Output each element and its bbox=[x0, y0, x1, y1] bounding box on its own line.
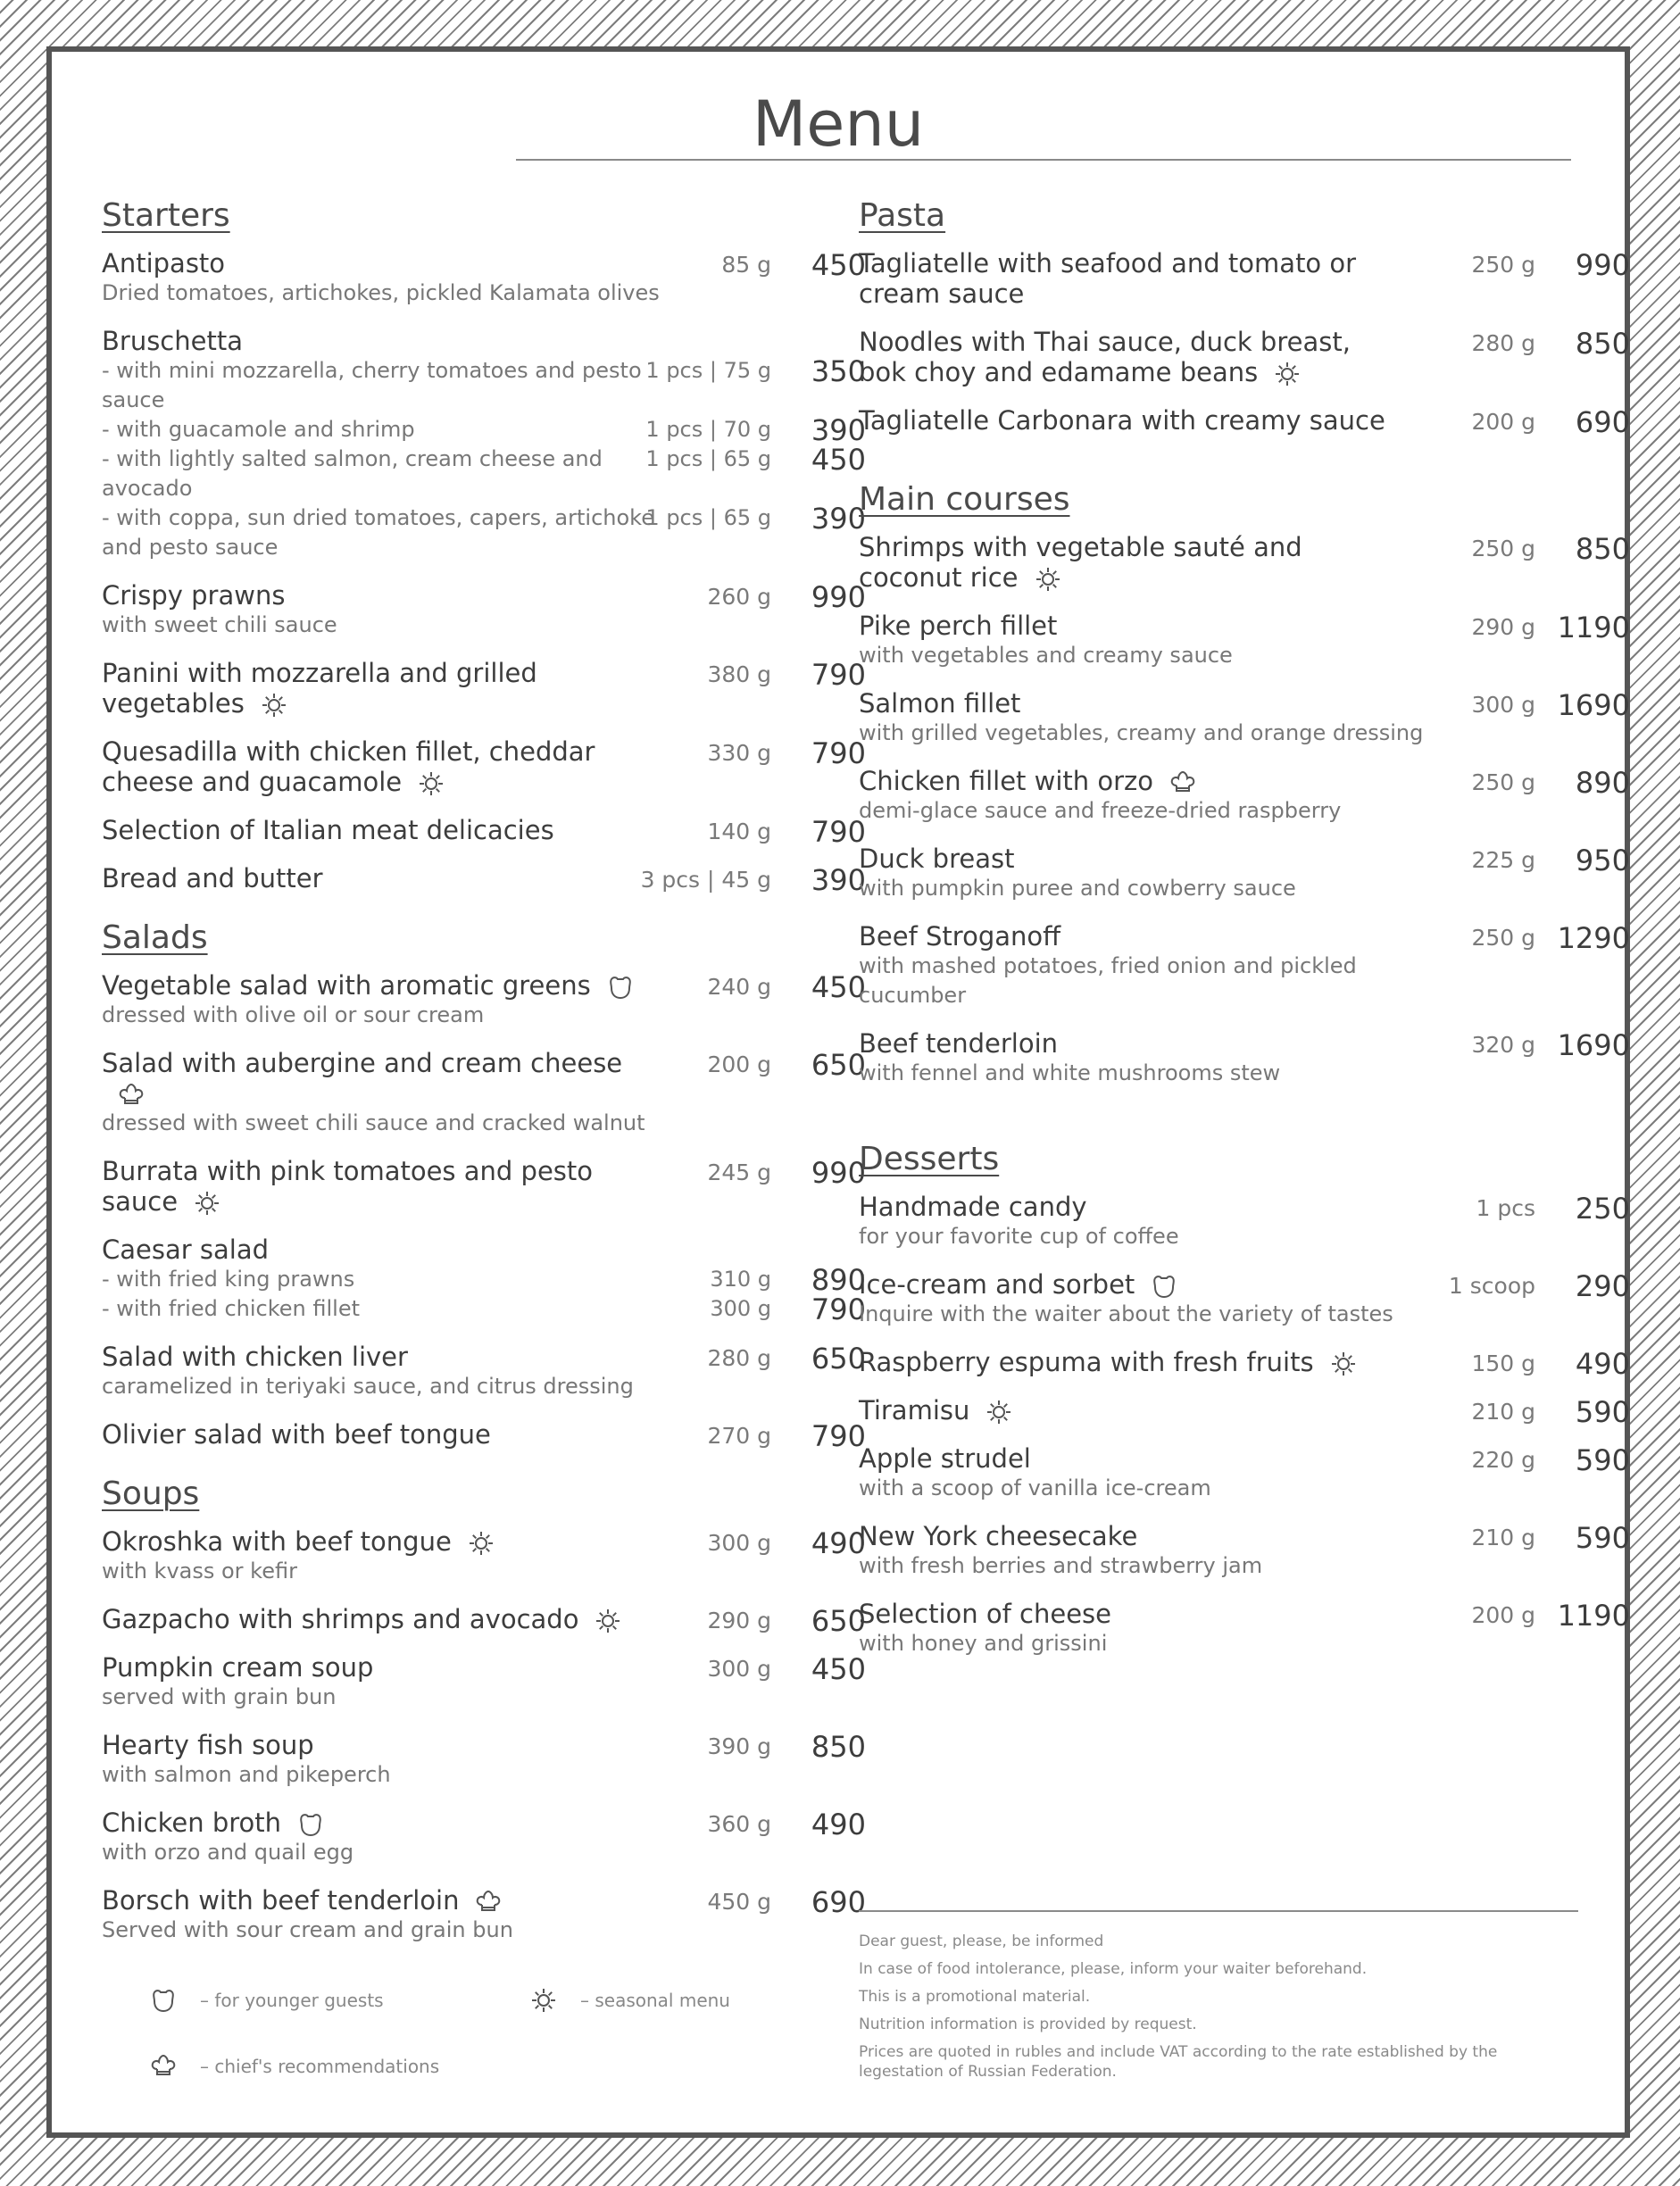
menu-item bbox=[102, 658, 866, 719]
item-name-text: Vegetable salad with aromatic greens bbox=[102, 970, 591, 1001]
item-weight: 260 g bbox=[707, 584, 771, 610]
item-description: demi-glace sauce and freeze-dried raspberry bbox=[859, 798, 1342, 823]
item-weight: 380 g bbox=[707, 661, 771, 687]
item-name-text: Salad with chicken liver bbox=[102, 1342, 408, 1372]
item-description: caramelized in teriyaki sauce, and citrus dressing bbox=[102, 1374, 634, 1399]
item-weight: 1 scoop bbox=[1448, 1273, 1535, 1299]
chef-hat-icon bbox=[475, 1889, 502, 1916]
item-price: 590 bbox=[1575, 1395, 1630, 1429]
chef-hat-icon bbox=[1169, 769, 1196, 796]
item-name-text: Pumpkin cream soup bbox=[102, 1652, 374, 1683]
menu-item bbox=[102, 1342, 866, 1401]
menu-item bbox=[102, 1156, 866, 1217]
item-weight: 200 g bbox=[1471, 1602, 1535, 1628]
section-pasta bbox=[859, 195, 1630, 439]
item-price: 390 bbox=[811, 863, 866, 897]
item-weight: 210 g bbox=[1471, 1525, 1535, 1550]
menu-item bbox=[102, 736, 866, 797]
item-name-text: Beef Stroganoff bbox=[859, 921, 1061, 952]
menu-item bbox=[859, 921, 1630, 1010]
menu-item bbox=[859, 1192, 1630, 1251]
item-name-text: Salad with aubergine and cream cheese bbox=[102, 1048, 623, 1078]
section-salads bbox=[102, 917, 866, 1453]
item-weight: 450 g bbox=[707, 1889, 771, 1915]
menu-item bbox=[859, 327, 1630, 387]
item-weight: 210 g bbox=[1471, 1399, 1535, 1425]
section-title: Starters bbox=[102, 197, 230, 234]
item-price: 650 bbox=[811, 1604, 866, 1638]
item-price: 450 bbox=[811, 248, 866, 282]
item-weight: 85 g bbox=[721, 252, 771, 278]
bear-icon bbox=[1151, 1273, 1177, 1300]
item-price: 790 bbox=[811, 736, 866, 770]
menu-item bbox=[859, 766, 1630, 826]
item-description: with grilled vegetables, creamy and orange dressing bbox=[859, 720, 1424, 745]
item-name-text: Chicken broth bbox=[102, 1808, 282, 1838]
variant-description: - with lightly salted salmon, cream cheese and avocado bbox=[102, 446, 603, 501]
menu-item bbox=[102, 1808, 866, 1867]
sun-icon bbox=[194, 1190, 220, 1217]
icon-legend bbox=[102, 1971, 869, 2105]
menu-item bbox=[859, 1028, 1630, 1088]
item-weight: 330 g bbox=[707, 740, 771, 766]
item-weight: 280 g bbox=[707, 1345, 771, 1371]
item-price: 1190 bbox=[1557, 611, 1630, 644]
menu-item bbox=[102, 248, 866, 308]
menu-item bbox=[102, 1048, 866, 1138]
menu-item bbox=[102, 1419, 866, 1453]
item-name-text: Tiramisu bbox=[859, 1395, 970, 1425]
item-weight: 250 g bbox=[1471, 536, 1535, 561]
menu-item bbox=[102, 1730, 866, 1790]
menu-item bbox=[102, 1604, 866, 1638]
item-variant bbox=[102, 356, 866, 415]
chef-hat-icon bbox=[150, 2053, 177, 2080]
item-name-text: Handmade candy bbox=[859, 1192, 1087, 1222]
item-name-text: Raspberry espuma with fresh fruits bbox=[859, 1347, 1314, 1377]
section-title: Soups bbox=[102, 1475, 200, 1512]
item-description: Served with sour cream and grain bun bbox=[102, 1917, 513, 1942]
item-description: with pumpkin puree and cowberry sauce bbox=[859, 876, 1296, 901]
variant-description: - with mini mozzarella, cherry tomatoes and pesto sauce bbox=[102, 358, 642, 412]
item-name-text: Tagliatelle Carbonara with creamy sauce bbox=[859, 405, 1385, 436]
item-name-text: Hearty fish soup bbox=[102, 1730, 314, 1760]
variant-weight: 300 g bbox=[710, 1296, 771, 1321]
item-name-text: Pike perch fillet bbox=[859, 611, 1058, 641]
item-weight: 300 g bbox=[707, 1530, 771, 1556]
item-description: with honey and grissini bbox=[859, 1631, 1108, 1656]
item-description: with mashed potatoes, fried onion and pickled cucumber bbox=[859, 953, 1357, 1008]
item-weight: 1 pcs bbox=[1476, 1195, 1535, 1221]
item-weight: 245 g bbox=[707, 1159, 771, 1185]
item-name-text: Panini with mozzarella and grilled vegetables bbox=[102, 658, 537, 719]
menu-item bbox=[102, 1652, 866, 1712]
bear-icon bbox=[150, 1987, 177, 2014]
menu-item bbox=[102, 1234, 866, 1324]
item-weight: 220 g bbox=[1471, 1447, 1535, 1473]
note-line: This is a promotional material. bbox=[859, 1988, 1091, 2006]
note-line: Nutrition information is provided by request. bbox=[859, 2016, 1197, 2033]
item-price: 990 bbox=[1575, 248, 1630, 282]
item-weight: 240 g bbox=[707, 974, 771, 1000]
item-weight: 250 g bbox=[1471, 925, 1535, 951]
item-weight: 200 g bbox=[707, 1051, 771, 1077]
item-price: 850 bbox=[1575, 532, 1630, 566]
item-description: with sweet chili sauce bbox=[102, 612, 337, 637]
menu-item bbox=[102, 1885, 866, 1945]
sun-icon bbox=[595, 1608, 621, 1634]
item-name-text: Tagliatelle with seafood and tomato or cream sauce bbox=[859, 248, 1357, 309]
sun-icon bbox=[1035, 566, 1061, 593]
item-price: 590 bbox=[1575, 1443, 1630, 1477]
legend-seasonal-label: – seasonal menu bbox=[580, 1990, 730, 2011]
item-description: served with grain bun bbox=[102, 1684, 337, 1709]
menu-item bbox=[102, 1526, 866, 1586]
item-name-text: Noodles with Thai sauce, duck breast, bok choy and edamame beans bbox=[859, 327, 1351, 387]
variant-weight: 1 pcs | 70 g bbox=[645, 417, 771, 442]
item-weight: 270 g bbox=[707, 1423, 771, 1449]
item-description: dressed with sweet chili sauce and cracked walnut bbox=[102, 1110, 645, 1135]
menu-item bbox=[102, 815, 866, 849]
menu-item bbox=[859, 1347, 1630, 1381]
item-price: 1690 bbox=[1557, 688, 1630, 722]
item-weight: 200 g bbox=[1471, 409, 1535, 435]
variant-weight: 1 pcs | 75 g bbox=[645, 358, 771, 383]
menu-item bbox=[102, 970, 866, 1030]
item-variant bbox=[102, 445, 866, 503]
menu-item bbox=[102, 863, 866, 897]
sun-icon bbox=[1274, 361, 1301, 387]
item-price: 490 bbox=[1575, 1347, 1630, 1381]
item-name bbox=[102, 1234, 866, 1265]
sun-icon bbox=[418, 770, 445, 797]
item-weight: 250 g bbox=[1471, 252, 1535, 278]
item-name-text: Shrimps with vegetable sauté and coconut rice bbox=[859, 532, 1302, 593]
note-line: Prices are quoted in rubles and include VAT according to the rate established by the legestation of Russian Federation. bbox=[859, 2043, 1498, 2081]
menu-item bbox=[859, 1269, 1630, 1329]
right-column bbox=[859, 195, 1630, 1694]
variant-price: 390 bbox=[811, 502, 866, 536]
item-weight: 290 g bbox=[707, 1608, 771, 1633]
note-line: Dear guest, please, be informed bbox=[859, 1932, 1104, 1950]
sun-icon bbox=[986, 1399, 1012, 1425]
item-price: 950 bbox=[1575, 844, 1630, 877]
item-description: Dried tomatoes, artichokes, pickled Kalamata olives bbox=[102, 280, 660, 305]
section-title: Salads bbox=[102, 919, 208, 956]
variant-description: - with fried king prawns bbox=[102, 1267, 355, 1292]
item-weight: 320 g bbox=[1471, 1032, 1535, 1058]
item-weight: 250 g bbox=[1471, 769, 1535, 795]
item-variant bbox=[102, 1294, 866, 1324]
item-name-text: Antipasto bbox=[102, 248, 226, 278]
item-price: 890 bbox=[1575, 766, 1630, 800]
title-divider bbox=[516, 159, 1571, 161]
item-weight: 290 g bbox=[1471, 614, 1535, 640]
item-description: with orzo and quail egg bbox=[102, 1840, 354, 1865]
section-main bbox=[859, 478, 1630, 1088]
item-name-text: Bruschetta bbox=[102, 326, 243, 356]
item-name-text: Beef tenderloin bbox=[859, 1028, 1059, 1059]
item-variant bbox=[102, 1263, 866, 1297]
menu-item bbox=[859, 1521, 1630, 1581]
left-column bbox=[102, 195, 866, 1968]
item-price: 850 bbox=[1575, 327, 1630, 361]
menu-item bbox=[859, 532, 1630, 593]
item-price: 690 bbox=[811, 1885, 866, 1919]
variant-price: 450 bbox=[811, 443, 866, 477]
item-description: with fresh berries and strawberry jam bbox=[859, 1553, 1263, 1578]
item-price: 650 bbox=[811, 1048, 866, 1082]
item-price: 1190 bbox=[1557, 1599, 1630, 1633]
item-price: 1290 bbox=[1557, 921, 1630, 955]
item-price: 990 bbox=[811, 580, 866, 614]
item-name-text: Salmon fillet bbox=[859, 688, 1021, 719]
item-weight: 300 g bbox=[707, 1656, 771, 1682]
item-name-text: Borsch with beef tenderloin bbox=[102, 1885, 460, 1916]
variant-price: 350 bbox=[811, 354, 866, 388]
item-description: dressed with olive oil or sour cream bbox=[102, 1002, 485, 1027]
item-name-text: Olivier salad with beef tongue bbox=[102, 1419, 491, 1450]
sun-icon bbox=[1330, 1351, 1357, 1377]
sun-icon bbox=[468, 1530, 495, 1557]
guest-notes bbox=[859, 1910, 1578, 2090]
variant-description: - with guacamole and shrimp bbox=[102, 417, 415, 442]
variant-weight: 310 g bbox=[710, 1267, 771, 1292]
item-name-text: Chicken fillet with orzo bbox=[859, 766, 1154, 796]
menu-item bbox=[859, 611, 1630, 670]
bear-icon bbox=[607, 974, 634, 1001]
item-weight: 3 pcs | 45 g bbox=[640, 867, 771, 893]
menu-item bbox=[859, 1395, 1630, 1429]
variant-price: 890 bbox=[811, 1263, 866, 1297]
section-title: Main courses bbox=[859, 481, 1070, 518]
item-price: 490 bbox=[811, 1808, 866, 1841]
item-weight: 300 g bbox=[1471, 692, 1535, 718]
item-weight: 280 g bbox=[1471, 330, 1535, 356]
legend-young-label: – for younger guests bbox=[200, 1990, 384, 2011]
item-weight: 360 g bbox=[707, 1811, 771, 1837]
section-title: Desserts bbox=[859, 1141, 1000, 1177]
legend-chef-label: – chief's recommendations bbox=[200, 2056, 440, 2077]
bear-icon bbox=[297, 1811, 324, 1838]
menu-item bbox=[102, 580, 866, 640]
item-price: 790 bbox=[811, 1419, 866, 1453]
item-name-text: Ice-cream and sorbet bbox=[859, 1269, 1135, 1300]
item-price: 850 bbox=[811, 1730, 866, 1764]
section-starters bbox=[102, 195, 866, 897]
item-weight: 140 g bbox=[707, 819, 771, 844]
item-price: 490 bbox=[811, 1526, 866, 1560]
item-description: with fennel and white mushrooms stew bbox=[859, 1060, 1281, 1085]
section-title: Pasta bbox=[859, 197, 946, 234]
item-price: 590 bbox=[1575, 1521, 1630, 1555]
menu-item bbox=[859, 1443, 1630, 1503]
page-title: Menu bbox=[752, 87, 925, 161]
item-name-text: Bread and butter bbox=[102, 863, 323, 894]
item-name-text: Okroshka with beef tongue bbox=[102, 1526, 452, 1557]
item-name-text: New York cheesecake bbox=[859, 1521, 1138, 1551]
menu-item bbox=[859, 1599, 1630, 1658]
item-price: 450 bbox=[811, 1652, 866, 1686]
variant-price: 390 bbox=[811, 413, 866, 447]
item-name-text: Selection of Italian meat delicacies bbox=[102, 815, 554, 845]
variant-weight: 1 pcs | 65 g bbox=[645, 446, 771, 471]
item-description: with salmon and pikeperch bbox=[102, 1762, 391, 1787]
item-weight: 390 g bbox=[707, 1733, 771, 1759]
item-description: for your favorite cup of coffee bbox=[859, 1224, 1179, 1249]
menu-item bbox=[859, 248, 1630, 309]
item-price: 650 bbox=[811, 1342, 866, 1376]
item-name-text: Duck breast bbox=[859, 844, 1015, 874]
item-name-text: Crispy prawns bbox=[102, 580, 286, 611]
item-name-text: Caesar salad bbox=[102, 1234, 269, 1265]
item-price: 790 bbox=[811, 658, 866, 692]
menu-page bbox=[46, 46, 1630, 2138]
section-soups bbox=[102, 1473, 866, 1945]
item-name-text: Quesadilla with chicken fillet, cheddar cheese and guacamole bbox=[102, 736, 595, 797]
item-name-text: Burrata with pink tomatoes and pesto sauce bbox=[102, 1156, 594, 1217]
menu-item bbox=[859, 844, 1630, 903]
item-description: with vegetables and creamy sauce bbox=[859, 643, 1233, 668]
item-weight: 150 g bbox=[1471, 1351, 1535, 1376]
item-description: with kvass or kefir bbox=[102, 1558, 297, 1583]
item-description: Inquire with the waiter about the variety of tastes bbox=[859, 1301, 1393, 1326]
item-price: 450 bbox=[811, 970, 866, 1004]
item-name-text: Gazpacho with shrimps and avocado bbox=[102, 1604, 579, 1634]
legend-seasonal bbox=[530, 1987, 730, 2014]
chef-hat-icon bbox=[118, 1082, 145, 1109]
menu-item bbox=[102, 326, 866, 562]
item-variant bbox=[102, 503, 866, 562]
item-name bbox=[102, 326, 866, 356]
section-desserts bbox=[859, 1138, 1630, 1658]
item-name-text: Selection of cheese bbox=[859, 1599, 1111, 1629]
item-name-text: Apple strudel bbox=[859, 1443, 1031, 1474]
note-line: In case of food intolerance, please, inform your waiter beforehand. bbox=[859, 1960, 1368, 1978]
item-price: 290 bbox=[1575, 1269, 1630, 1303]
item-price: 250 bbox=[1575, 1192, 1630, 1226]
variant-weight: 1 pcs | 65 g bbox=[645, 505, 771, 530]
item-price: 1690 bbox=[1557, 1028, 1630, 1062]
legend-chef bbox=[150, 2053, 439, 2080]
item-variant bbox=[102, 415, 866, 445]
menu-item bbox=[859, 688, 1630, 748]
legend-young bbox=[150, 1987, 384, 2014]
variant-description: - with fried chicken fillet bbox=[102, 1296, 360, 1321]
menu-item bbox=[859, 405, 1630, 439]
variant-description: - with coppa, sun dried tomatoes, capers, artichoke and pesto sauce bbox=[102, 505, 654, 560]
item-price: 790 bbox=[811, 815, 866, 849]
variant-price: 790 bbox=[811, 1292, 866, 1326]
item-description: with a scoop of vanilla ice-cream bbox=[859, 1475, 1211, 1500]
item-price: 990 bbox=[811, 1156, 866, 1190]
item-weight: 225 g bbox=[1471, 847, 1535, 873]
item-price: 690 bbox=[1575, 405, 1630, 439]
sun-icon bbox=[261, 692, 287, 719]
sun-icon bbox=[530, 1987, 557, 2014]
